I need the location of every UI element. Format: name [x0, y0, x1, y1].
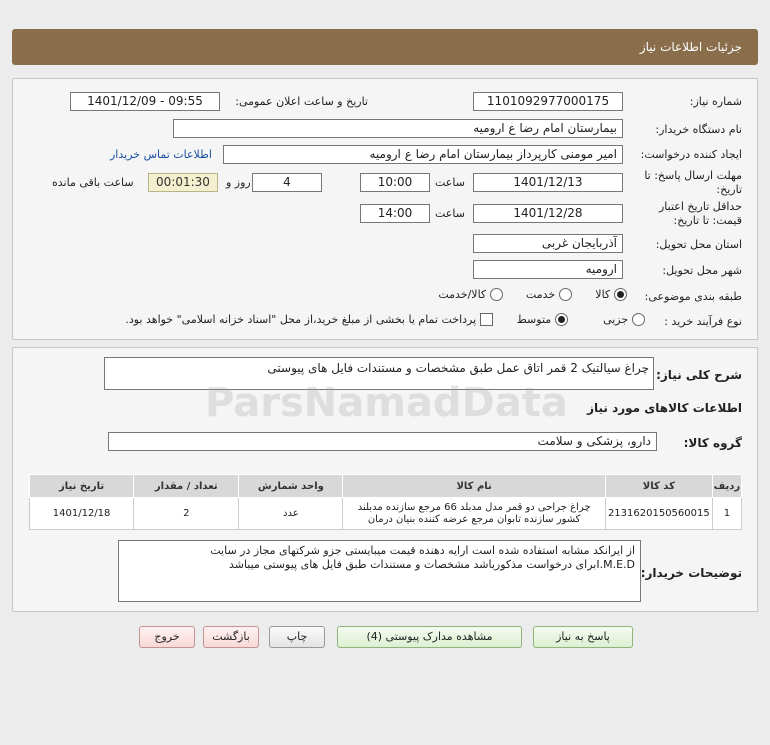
table-row [30, 498, 742, 530]
need-number-label: شماره نیاز: [689, 95, 742, 108]
back-button[interactable]: بازگشت [203, 626, 259, 648]
city-field: ارومیه [473, 260, 623, 279]
announce-date-label: تاریخ و ساعت اعلان عمومی: [235, 95, 368, 108]
deadline-time-label: ساعت [435, 176, 465, 189]
buyer-notes-field [118, 540, 641, 602]
category-label: طبقه بندی موضوعی: [644, 290, 742, 303]
validity-time-label: ساعت [435, 207, 465, 220]
deadline-label: مهلت ارسال پاسخ: تا تاریخ: [644, 169, 742, 196]
days-remaining-field: 4 [252, 173, 322, 192]
city-label: شهر محل تحویل: [662, 264, 742, 277]
buyer-org-field: بیمارستان امام رضا ع ارومیه [173, 119, 623, 138]
row-name [343, 498, 605, 530]
validity-label: حداقل تاریخ اعتبار قیمت: تا تاریخ: [658, 200, 742, 227]
radio-selected[interactable] [555, 313, 568, 326]
radio-unselected[interactable] [632, 313, 645, 326]
col-header-unit: واحد شمارش [239, 475, 343, 498]
time-remaining-field: 00:01:30 [148, 173, 218, 192]
validity-time-field: 14:00 [360, 204, 430, 223]
radio-unselected[interactable] [559, 288, 572, 301]
exit-button[interactable]: خروج [139, 626, 195, 648]
deadline-time-field: 10:00 [360, 173, 430, 192]
buyer-org-label: نام دستگاه خریدار: [655, 123, 742, 136]
requester-label: ایجاد کننده درخواست: [640, 148, 742, 161]
validity-date-field: 1401/12/28 [473, 204, 623, 223]
reply-button[interactable]: پاسخ به نیاز [533, 626, 633, 648]
row-unit: عدد [239, 498, 343, 530]
requester-field: امیر مومنی کارپرداز بیمارستان امام رضا ع ارومیه [223, 145, 623, 164]
process-medium-label: متوسط [516, 313, 552, 326]
category-goods-label: کالا [595, 288, 611, 301]
category-radio-goods-service[interactable] [438, 287, 503, 301]
category-goods-service-label: کالا/خدمت [438, 288, 487, 301]
goods-section-title: اطلاعات کالاهای مورد نیاز [587, 401, 742, 415]
view-attachments-button[interactable]: مشاهده مدارک پیوستی (4) [337, 626, 522, 648]
row-name-line2: کشور سازنده تابوان مرجع عرضه کننده بنیان درمان [367, 513, 581, 525]
goods-table-header [30, 475, 742, 498]
row-code: 2131620150560015 [605, 498, 712, 530]
row-date: 1401/12/18 [30, 498, 134, 530]
buyer-notes-line1: از ایرانکد مشابه استفاده شده است ارایه دهنده قیمت میبایستی جزو شرکتهای مجاز در سایت [210, 544, 635, 557]
time-remaining-label: ساعت باقی مانده [52, 176, 134, 189]
watermark-brand: ParsNamadData [205, 380, 568, 426]
row-index: 1 [712, 498, 741, 530]
goods-group-label: گروه کالا: [683, 436, 742, 450]
buyer-notes-label: توضیحات خریدار: [640, 566, 742, 580]
days-label: روز و [226, 176, 251, 189]
province-label: استان محل تحویل: [655, 238, 742, 251]
deadline-date-field: 1401/12/13 [473, 173, 623, 192]
description-label: شرح کلی نیاز: [656, 368, 742, 382]
treasury-payment-checkbox[interactable] [125, 312, 493, 326]
radio-selected[interactable] [614, 288, 627, 301]
goods-group-field: دارو، پزشکی و سلامت [108, 432, 657, 451]
province-field: آذربایجان غربی [473, 234, 623, 253]
col-header-index: ردیف [712, 475, 741, 498]
treasury-payment-label: پرداخت تمام یا بخشی از مبلغ خرید،از محل "اسناد خزانه اسلامی" خواهد بود. [125, 313, 477, 326]
description-text: چراغ سیالتیک 2 قمر اتاق عمل طبق مشخصات و مستندات فایل های پیوستی [267, 361, 649, 375]
checkbox-unchecked[interactable] [480, 313, 493, 326]
process-radio-minor[interactable] [603, 312, 645, 326]
row-qty: 2 [134, 498, 239, 530]
goods-table [29, 474, 742, 530]
process-type-label: نوع فرآیند خرید : [664, 315, 742, 328]
announce-date-field: 1401/12/09 - 09:55 [70, 92, 220, 111]
process-radio-medium[interactable] [517, 312, 568, 326]
need-number-field: 1101092977000175 [473, 92, 623, 111]
col-header-name: نام کالا [343, 475, 605, 498]
print-button[interactable]: چاپ [269, 626, 325, 648]
page-title: جزئیات اطلاعات نیاز [639, 40, 742, 54]
process-minor-label: جزیی [603, 313, 629, 326]
description-field [104, 357, 654, 390]
radio-unselected[interactable] [490, 288, 503, 301]
category-service-label: خدمت [525, 288, 556, 301]
category-radio-goods[interactable] [595, 287, 627, 301]
category-radio-service[interactable] [526, 287, 572, 301]
row-name-line1: چراغ جراحی دو قمر مدل مدبلد 66 مرجع سازنده مدبلند [357, 501, 591, 513]
col-header-code: کد کالا [605, 475, 712, 498]
buyer-notes-line2: I.M.E.Dبرای درخواست مذکورباشد مشخصات و مستندات طبق فایل های پیوستی میباشد [228, 558, 635, 571]
col-header-qty: تعداد / مقدار [134, 475, 239, 498]
buyer-contact-link[interactable]: اطلاعات تماس خریدار [110, 148, 212, 161]
col-header-date: تاریخ نیاز [30, 475, 134, 498]
page-header [12, 29, 758, 65]
